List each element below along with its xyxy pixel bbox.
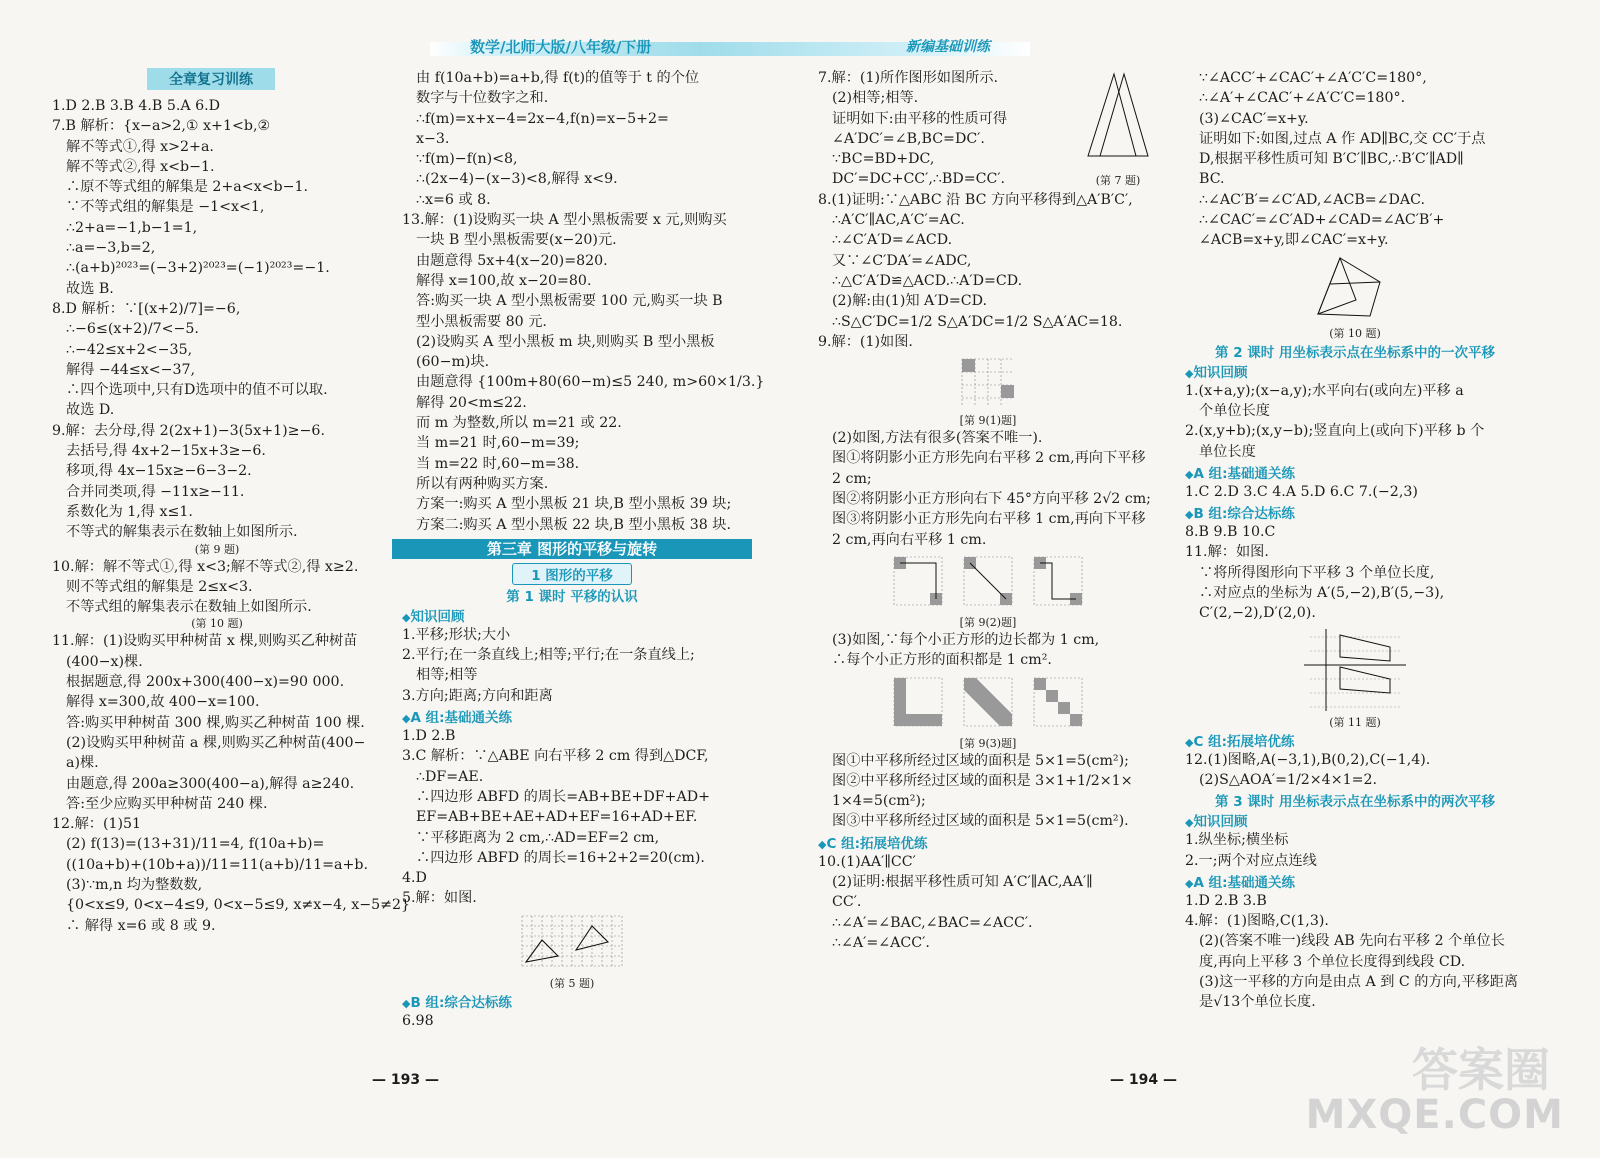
text-line: 解得 x=300,故 400−x=100. bbox=[66, 694, 260, 711]
text-line: 而 m 为整数,所以 m=21 或 22. bbox=[416, 415, 622, 432]
column-3 bbox=[818, 68, 1158, 953]
text-line: 去括号,得 4x+2−15x+3≥−6. bbox=[66, 443, 266, 460]
col4-lines2 bbox=[1185, 381, 1525, 462]
text-line: ∴a=−3,b=2, bbox=[66, 240, 156, 257]
figure-7 bbox=[1078, 68, 1158, 188]
text-line: (2)证明:根据平移性质可知 A′C′∥AC,AA′∥ bbox=[832, 874, 1093, 891]
text-line: 不等式的解集表示在数轴上如图所示. bbox=[66, 524, 298, 541]
text-line: 1.C 2.D 3.C 4.A 5.D 6.C 7.(−2,3) bbox=[1185, 483, 1418, 500]
diamond-icon: ◆ bbox=[402, 996, 411, 1010]
text-line: 11.解：如图. bbox=[1185, 544, 1269, 561]
text-line: 方案二:购买 A 型小黑板 22 块,B 型小黑板 38 块. bbox=[416, 516, 731, 533]
text-line: (3)∵m,n 均为整数数, bbox=[66, 876, 203, 893]
diamond-icon: ◆ bbox=[1185, 508, 1194, 522]
text-line: 2.(x,y+b);(x,y−b);竖直向上(或向下)平移 b 个 bbox=[1185, 423, 1485, 440]
text-line: ∴f(m)=x+x−4=2x−4,f(n)=x−5+2= bbox=[416, 110, 669, 127]
text-line: 8.B 9.B 10.C bbox=[1185, 524, 1276, 541]
text-line: ∴四边形 ABFD 的周长=16+2+2=20(cm). bbox=[416, 849, 705, 866]
figure-7-caption: (第 7 题) bbox=[1095, 174, 1141, 188]
text-line: 当 m=21 时,60−m=39; bbox=[416, 435, 580, 452]
col4-lines6 bbox=[1185, 830, 1525, 871]
text-line: 8.D 解析：∵[(x+2)/7]=−6, bbox=[52, 300, 241, 317]
figure-9-2-grids bbox=[888, 553, 1088, 613]
text-line: 图①中平移所经过区域的面积是 5×1=5(cm²); bbox=[832, 752, 1129, 769]
text-line: ∵不等式组的解集是 −1<x<1, bbox=[66, 199, 265, 216]
text-line: 不等式组的解集表示在数轴上如图所示. bbox=[66, 599, 312, 616]
text-line: 1.D 2.B 3.B bbox=[1185, 892, 1267, 909]
figure-9-1-caption: [第 9(1)题] bbox=[959, 414, 1017, 428]
figure-7-triangles bbox=[1078, 68, 1158, 168]
text-line: 7.B 解析：{x−a>2,① x+1<b,② bbox=[52, 118, 271, 135]
text-line: ∴(2x−4)−(x−3)<8,解得 x<9. bbox=[416, 171, 618, 188]
running-header bbox=[430, 36, 1030, 58]
text-line: 证明如下:如图,过点 A 作 AD∥BC,交 CC′于点 bbox=[1199, 130, 1486, 147]
lesson-2-title: 第 2 课时 用坐标表示点在坐标系中的一次平移 bbox=[1215, 344, 1495, 361]
text-line: ∴(a+b)²⁰²³=(−3+2)²⁰²³=(−1)²⁰²³=−1. bbox=[66, 260, 330, 277]
chapter-banner: 第三章 图形的平移与旋转 bbox=[392, 539, 752, 559]
text-line: ∴DF=AE. bbox=[416, 768, 484, 785]
review-heading: ◆知识回顾 bbox=[1185, 364, 1248, 381]
text-line: 则不等式组的解集是 2≤x<3. bbox=[66, 578, 253, 595]
text-line: a)棵. bbox=[66, 755, 99, 772]
diamond-icon: ◆ bbox=[1185, 467, 1194, 481]
col3-lines2 bbox=[818, 190, 1158, 352]
text-line: 是√13个单位长度. bbox=[1199, 994, 1316, 1011]
figure-9-1-grid bbox=[958, 355, 1018, 411]
diamond-icon: ◆ bbox=[402, 712, 411, 726]
text-line: ∴∠A′+∠CAC′+∠A′C′C=180°. bbox=[1199, 90, 1406, 107]
text-line: (2)相等;相等. bbox=[832, 90, 919, 107]
col2-lines2 bbox=[402, 625, 742, 706]
text-line: (2)S△AOA′=1/2×4×1=2. bbox=[1199, 771, 1378, 788]
text-line: EF=AB+BE+AE+AD+EF=16+AD+EF. bbox=[416, 809, 698, 826]
lesson-title: 第 1 课时 平移的认识 bbox=[506, 588, 638, 605]
text-line: 答:购买甲种树苗 300 棵,购买乙种树苗 100 棵. bbox=[66, 714, 365, 731]
text-line: 1.纵坐标;横坐标 bbox=[1185, 832, 1289, 849]
text-line: 移项,得 4x−15x≥−6−3−2. bbox=[66, 463, 252, 480]
text-line: (2)如图,方法有很多(答案不唯一). bbox=[832, 430, 1043, 447]
text-line: ∵平移距离为 2 cm,∴AD=EF=2 cm, bbox=[416, 829, 660, 846]
text-line: ∴原不等式组的解集是 2+a<x<b−1. bbox=[66, 179, 309, 196]
group-a-heading: ◆A 组:基础通关练 bbox=[1185, 465, 1296, 482]
text-line: x−3. bbox=[416, 130, 450, 147]
text-line: (第 10 题) bbox=[191, 617, 243, 631]
text-line: 故选 B. bbox=[66, 280, 114, 297]
text-line: 2.平行;在一条直线上;相等;平行;在一条直线上; bbox=[402, 647, 695, 664]
text-line: 根据题意,得 200x+300(400−x)=90 000. bbox=[66, 674, 345, 691]
page-number-right: — 194 — bbox=[1110, 1072, 1177, 1088]
column-2 bbox=[402, 68, 765, 1031]
text-line: DC′=DC+CC′,∴BD=CC′. bbox=[832, 171, 1006, 188]
text-line: (400−x)棵. bbox=[66, 653, 143, 670]
text-line: 9.解：去分母,得 2(2x+1)−3(5x+1)≥−6. bbox=[52, 422, 325, 439]
text-line: ∴∠C′A′D=∠ACD. bbox=[832, 232, 953, 249]
col4-lines bbox=[1185, 68, 1525, 251]
text-line: 故选 D. bbox=[66, 402, 115, 419]
col4-lines7 bbox=[1185, 891, 1525, 1013]
text-line: 图②中平移所经过区域的面积是 3×1+1/2×1× bbox=[832, 772, 1133, 789]
text-line: ∴ 解得 x=6 或 8 或 9. bbox=[66, 917, 216, 934]
figure-9-3-grids bbox=[888, 674, 1088, 734]
text-line: 图③将阴影小正方形先向右平移 1 cm,再向下平移 bbox=[832, 511, 1146, 528]
text-line: 相等;相等 bbox=[416, 667, 478, 684]
text-line: 解得 −44≤x<−37, bbox=[66, 361, 196, 378]
text-line: CC′. bbox=[832, 894, 862, 911]
text-line: 4.D bbox=[402, 870, 427, 887]
text-line: ∴∠A′=∠BAC,∠BAC=∠ACC′. bbox=[832, 914, 1033, 931]
text-line: 系数化为 1,得 x≤1. bbox=[66, 503, 193, 520]
text-line: 13.解：(1)设购买一块 A 型小黑板需要 x 元,则购买 bbox=[402, 212, 727, 229]
watermark: MXQE.COM bbox=[1305, 1092, 1564, 1138]
text-line: ∴2+a=−1,b−1=1, bbox=[66, 219, 198, 236]
diamond-icon: ◆ bbox=[1185, 816, 1194, 830]
text-line: ∴∠AC′B′=∠C′AD,∠ACB=∠DAC. bbox=[1199, 191, 1426, 208]
text-line: 7.解：(1)所作图形如图所示. bbox=[818, 70, 999, 86]
text-line: ∴∠A′=∠ACC′. bbox=[832, 934, 930, 951]
lesson-3-title: 第 3 课时 用坐标表示点在坐标系中的两次平移 bbox=[1215, 794, 1495, 811]
text-line: 图③中平移所经过区域的面积是 5×1=5(cm²). bbox=[832, 813, 1129, 830]
lesson-pill: 1 图形的平移 bbox=[512, 563, 632, 585]
figure-11-coordinate-plot bbox=[1300, 627, 1410, 713]
section-title: 全章复习训练 bbox=[147, 68, 275, 90]
text-line: 11.解：(1)设购买甲种树苗 x 棵,则购买乙种树苗 bbox=[52, 633, 358, 650]
text-line: 1.(x+a,y);(x−a,y);水平向右(或向左)平移 a bbox=[1185, 382, 1464, 399]
text-line: 数字与十位数字之和. bbox=[416, 90, 549, 107]
text-line: 解得 x=100,故 x−20=80. bbox=[416, 272, 592, 289]
text-line: ∴四边形 ABFD 的周长=AB+BE+DF+AD+ bbox=[416, 788, 710, 805]
text-line: 2.一;两个对应点连线 bbox=[1185, 852, 1317, 869]
text-line: 当 m=22 时,60−m=38. bbox=[416, 455, 580, 472]
text-line: 单位长度 bbox=[1199, 443, 1256, 460]
col3-lines6 bbox=[818, 852, 1158, 953]
text-line: 合并同类项,得 −11x≥−11. bbox=[66, 483, 245, 500]
text-line: ((10a+b)+(10b+a))/11=11(a+b)/11=a+b. bbox=[66, 856, 368, 873]
text-line: (第 9 题) bbox=[194, 542, 240, 556]
group-c-heading: ◆C 组:拓展培优练 bbox=[818, 835, 928, 852]
col3-lines3 bbox=[818, 428, 1158, 550]
group-a-heading-2: ◆A 组:基础通关练 bbox=[1185, 874, 1296, 891]
text-line: (3)∠CAC′=x+y. bbox=[1199, 110, 1309, 127]
figure-11-caption: (第 11 题) bbox=[1329, 715, 1381, 729]
text-line: ∵BC=BD+DC, bbox=[832, 151, 935, 168]
text-line: D,根据平移性质可知 B′C′∥BC,∴B′C′∥AD∥ bbox=[1199, 151, 1464, 168]
text-line: (2)设购买 A 型小黑板 m 块,则购买 B 型小黑板 bbox=[416, 333, 715, 350]
diamond-icon: ◆ bbox=[402, 610, 411, 624]
text-line: 由题意得 5x+4(x−20)=820. bbox=[416, 252, 608, 269]
text-line: (3)如图,∵每个小正方形的边长都为 1 cm, bbox=[832, 631, 1100, 648]
col4-lines3 bbox=[1185, 482, 1525, 502]
diamond-icon: ◆ bbox=[1185, 366, 1194, 380]
column-1 bbox=[52, 68, 411, 936]
text-line: 10.(1)AA′∥CC′ bbox=[818, 853, 916, 870]
text-line: 1.平移;形状;大小 bbox=[402, 626, 511, 643]
text-line: (60−m)块. bbox=[416, 354, 490, 371]
figure-5-grid bbox=[512, 912, 632, 974]
lesson-pill-row bbox=[402, 563, 742, 585]
text-line: 由题意,得 200a≥300(400−a),解得 a≥240. bbox=[66, 775, 355, 792]
text-line: 图②将阴影小正方形向右下 45°方向平移 2√2 cm; bbox=[832, 491, 1151, 508]
text-line: 解不等式①,得 x>2+a. bbox=[66, 138, 214, 155]
figure-5-caption: (第 5 题) bbox=[549, 976, 595, 990]
text-line: ∴对应点的坐标为 A′(5,−2),B′(5,−3), bbox=[1199, 585, 1445, 602]
text-line: 由 f(10a+b)=a+b,得 f(t)的值等于 t 的个位 bbox=[416, 70, 700, 86]
text-line: 又∵∠C′DA′=∠ADC, bbox=[832, 252, 972, 269]
group-b-heading: ◆B 组:综合达标练 bbox=[1185, 506, 1295, 523]
brand-label: 新编基础训练 bbox=[906, 39, 990, 55]
text-line: (2) f(13)=(13+31)/11=4, f(10a+b)= bbox=[66, 836, 325, 853]
text-line: 2 cm,再向右平移 1 cm. bbox=[832, 531, 987, 548]
text-line: ∴A′C′∥AC,A′C′=AC. bbox=[832, 212, 965, 229]
col1-lines bbox=[52, 96, 411, 936]
column-4 bbox=[1185, 68, 1525, 1013]
text-line: 4.解：(1)图略,C(1,3). bbox=[1185, 913, 1329, 930]
diamond-icon: ◆ bbox=[818, 837, 827, 851]
book-series-label: 数学/北师大版/八年级/下册 bbox=[470, 38, 652, 56]
text-line: 1.D 2.B bbox=[402, 728, 456, 745]
text-line: BC. bbox=[1199, 171, 1225, 188]
text-line: 度,再向上平移 3 个单位长度得到线段 CD. bbox=[1199, 953, 1466, 970]
text-line: 答:至少应购买甲种树苗 240 棵. bbox=[66, 795, 268, 812]
text-line: 由题意得 {100m+80(60−m)≤5 240, m>60×1/3.} bbox=[416, 374, 765, 391]
text-line: 2 cm; bbox=[832, 470, 872, 487]
text-line: ∴x=6 或 8. bbox=[416, 191, 491, 208]
text-line: 1×4=5(cm²); bbox=[832, 793, 926, 810]
text-line: 图①将阴影小正方形先向右平移 2 cm,再向下平移 bbox=[832, 450, 1146, 467]
text-line: 12.(1)图略,A(−3,1),B(0,2),C(−1,4). bbox=[1185, 751, 1431, 768]
review-heading-2: ◆知识回顾 bbox=[1185, 814, 1248, 831]
text-line: 1.D 2.B 3.B 4.B 5.A 6.D bbox=[52, 98, 221, 114]
text-line: 答:购买一块 A 型小黑板需要 100 元,购买一块 B bbox=[416, 293, 723, 310]
text-line: ∴每个小正方形的面积都是 1 cm². bbox=[832, 652, 1052, 669]
col3-lines4 bbox=[818, 630, 1158, 671]
text-line: ∵f(m)−f(n)<8, bbox=[416, 151, 518, 168]
group-a-heading: ◆A 组:基础通关练 bbox=[402, 710, 513, 727]
figure-9-3-caption: [第 9(3)题] bbox=[959, 736, 1017, 750]
text-line: ∴△C′A′D≌△ACD.∴A′D=CD. bbox=[832, 272, 1023, 289]
figure-10-caption: (第 10 题) bbox=[1329, 326, 1381, 340]
text-line: C′(2,−2),D′(2,0). bbox=[1199, 605, 1316, 622]
text-line: 解得 20<m≤22. bbox=[416, 394, 527, 411]
text-line: 12.解：(1)51 bbox=[52, 816, 142, 833]
text-line: 9.解：(1)如图. bbox=[818, 333, 913, 350]
col2-lines3 bbox=[402, 726, 742, 909]
review-heading: ◆知识回顾 bbox=[402, 608, 465, 625]
text-line: ∴S△C′DC=1/2 S△A′DC=1/2 S△A′AC=18. bbox=[832, 313, 1123, 330]
text-line: 型小黑板需要 80 元. bbox=[416, 313, 547, 330]
text-line: 一块 B 型小黑板需要(x−20)元. bbox=[416, 232, 617, 249]
text-line: ∠ACB=x+y,即∠CAC′=x+y. bbox=[1199, 232, 1389, 249]
diamond-icon: ◆ bbox=[1185, 735, 1194, 749]
text-line: ∴四个选项中,只有D选项中的值不可以取. bbox=[66, 382, 328, 399]
answer-line: 6.98 bbox=[402, 1012, 434, 1029]
text-line: 5.解：如图. bbox=[402, 890, 477, 907]
text-line: (2)解:由(1)知 A′D=CD. bbox=[832, 293, 988, 310]
diamond-icon: ◆ bbox=[1185, 876, 1194, 890]
watermark-logo: 答案圈 bbox=[1412, 1043, 1550, 1097]
text-line: 8.(1)证明:∵△ABC 沿 BC 方向平移得到△A′B′C′, bbox=[818, 191, 1133, 208]
text-line: 3.C 解析：∵△ABE 向右平移 2 cm 得到△DCF, bbox=[402, 748, 709, 765]
text-line: 方案一:购买 A 型小黑板 21 块,B 型小黑板 39 块; bbox=[416, 496, 732, 513]
text-line: ∵∠ACC′+∠CAC′+∠A′C′C=180°, bbox=[1199, 70, 1427, 86]
text-line: ∠A′DC′=∠B,BC=DC′. bbox=[832, 130, 985, 147]
group-b-heading: ◆B 组:综合达标练 bbox=[402, 994, 512, 1011]
figure-9-2-caption: [第 9(2)题] bbox=[959, 615, 1017, 629]
page-number-left: — 193 — bbox=[372, 1072, 439, 1088]
col4-lines5 bbox=[1185, 750, 1525, 791]
text-line: 10.解：解不等式①,得 x<3;解不等式②,得 x≥2. bbox=[52, 558, 359, 575]
col4-lines4 bbox=[1185, 522, 1525, 623]
text-line: (2)设购买甲种树苗 a 棵,则购买乙种树苗(400− bbox=[66, 734, 366, 751]
text-line: ∴∠CAC′=∠C′AD+∠CAD=∠AC′B′+ bbox=[1199, 212, 1445, 229]
text-line: {0<x≤9, 0<x−4≤9, 0<x−5≤9, x≠x−4, x−5≠2} bbox=[66, 897, 411, 914]
text-line: 个单位长度 bbox=[1199, 402, 1270, 419]
col2-lines bbox=[402, 68, 765, 535]
text-line: ∵将所得图形向下平移 3 个单位长度, bbox=[1199, 564, 1435, 581]
figure-10 bbox=[1310, 254, 1400, 324]
text-line: 解不等式②,得 x<b−1. bbox=[66, 158, 215, 175]
col3-lines5 bbox=[818, 751, 1158, 832]
text-line: ∴−6≤(x+2)/7<−5. bbox=[66, 321, 199, 338]
text-line: 3.方向;距离;方向和距离 bbox=[402, 687, 553, 704]
text-line: 证明如下:由平移的性质可得 bbox=[832, 110, 1008, 127]
text-line: (2)(答案不唯一)线段 AB 先向右平移 2 个单位长 bbox=[1199, 933, 1505, 950]
text-line: ∴−42≤x+2<−35, bbox=[66, 341, 193, 358]
text-line: 所以有两种购买方案. bbox=[416, 475, 549, 492]
text-line: (3)这一平移的方向是由点 A 到 C 的方向,平移距离 bbox=[1199, 974, 1519, 991]
group-c-heading: ◆C 组:拓展培优练 bbox=[1185, 733, 1295, 750]
